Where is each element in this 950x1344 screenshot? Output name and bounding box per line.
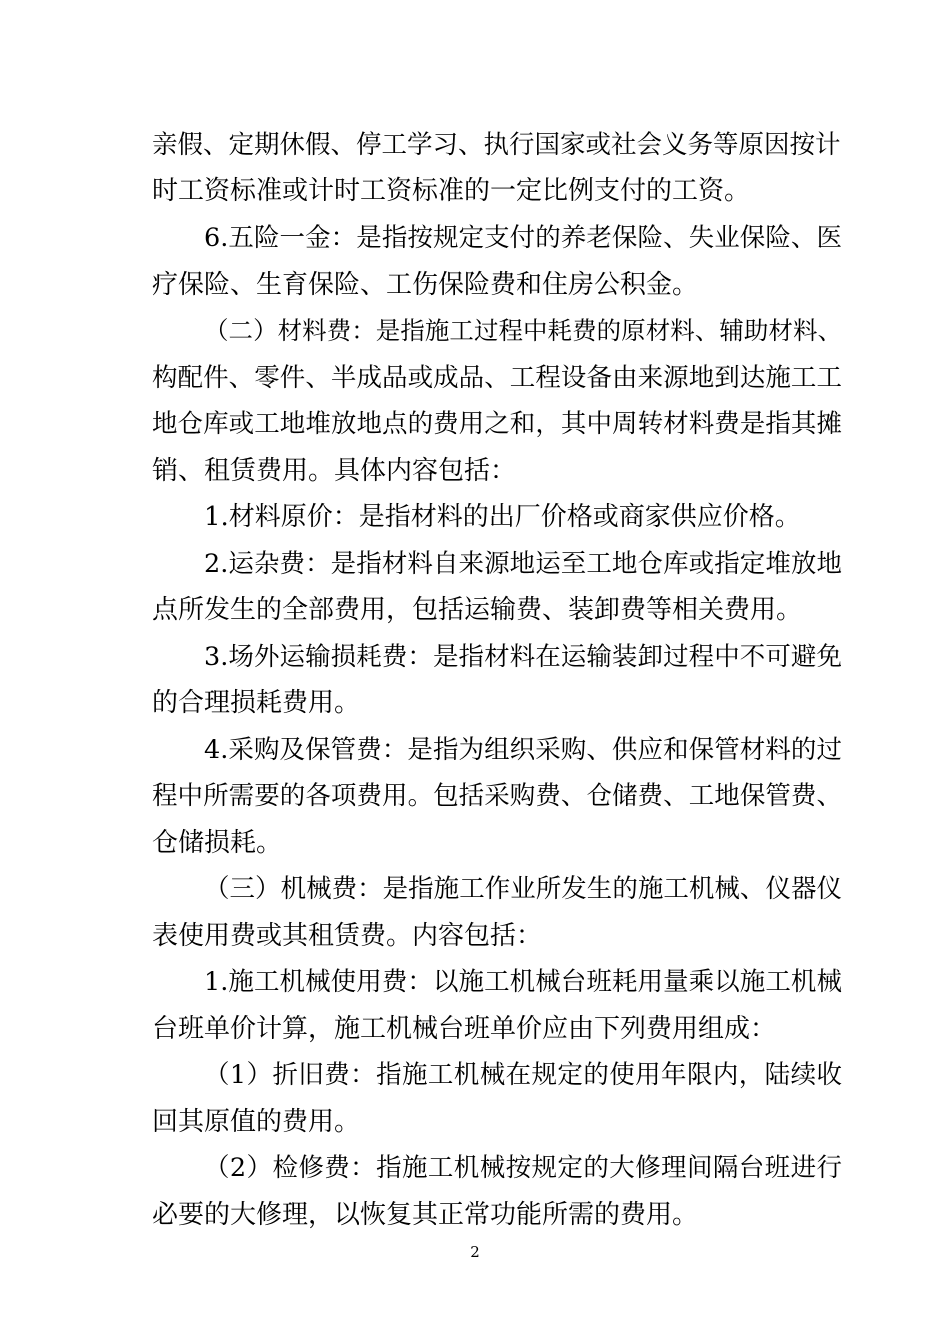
text-line-10: 2.运杂费：是指材料自来源地运至工地仓库或指定堆放地 [204, 549, 842, 579]
text-line-8: 销、租赁费用。具体内容包括： [152, 456, 517, 486]
text-line-11: 点所发生的全部费用，包括运输费、装卸费等相关费用。 [152, 595, 803, 625]
text-line-2: 时工资标准或计时工资标准的一定比例支付的工资。 [152, 176, 751, 206]
text-line-19: 1.施工机械使用费：以施工机械台班耗用量乘以施工机械 [204, 967, 842, 997]
text-line-24: 必要的大修理，以恢复其正常功能所需的费用。 [152, 1200, 699, 1230]
text-line-13: 的合理损耗费用。 [152, 688, 361, 718]
text-line-20: 台班单价计算，施工机械台班单价应由下列费用组成： [152, 1014, 777, 1044]
text-line-6: 构配件、零件、半成品或成品、工程设备由来源地到达施工工 [152, 363, 842, 393]
text-line-4: 疗保险、生育保险、工伤保险费和住房公积金。 [152, 270, 699, 300]
text-line-23: （2）检修费：指施工机械按规定的大修理间隔台班进行 [204, 1153, 842, 1183]
text-line-22: 回其原值的费用。 [152, 1107, 361, 1137]
text-line-1: 亲假、定期休假、停工学习、执行国家或社会义务等原因按计 [152, 130, 841, 160]
text-line-3: 6.五险一金：是指按规定支付的养老保险、失业保险、医 [204, 223, 842, 253]
text-line-14: 4.采购及保管费：是指为组织采购、供应和保管材料的过 [204, 735, 842, 765]
text-line-16: 仓储损耗。 [152, 828, 283, 858]
text-line-9: 1.材料原价：是指材料的出厂价格或商家供应价格。 [204, 502, 801, 532]
text-line-18: 表使用费或其租赁费。内容包括： [152, 921, 543, 951]
text-line-12: 3.场外运输损耗费：是指材料在运输装卸过程中不可避免 [204, 642, 842, 672]
text-line-15: 程中所需要的各项费用。包括采购费、仓储费、工地保管费、 [152, 781, 842, 811]
text-line-7: 地仓库或工地堆放地点的费用之和，其中周转材料费是指其摊 [152, 409, 842, 439]
text-line-5: （二）材料费：是指施工过程中耗费的原材料、辅助材料、 [204, 316, 842, 345]
text-line-17: （三）机械费：是指施工作业所发生的施工机械、仪器仪 [204, 874, 842, 904]
page-number: 2 [470, 1243, 480, 1261]
text-line-21: （1）折旧费：指施工机械在规定的使用年限内，陆续收 [204, 1060, 842, 1090]
